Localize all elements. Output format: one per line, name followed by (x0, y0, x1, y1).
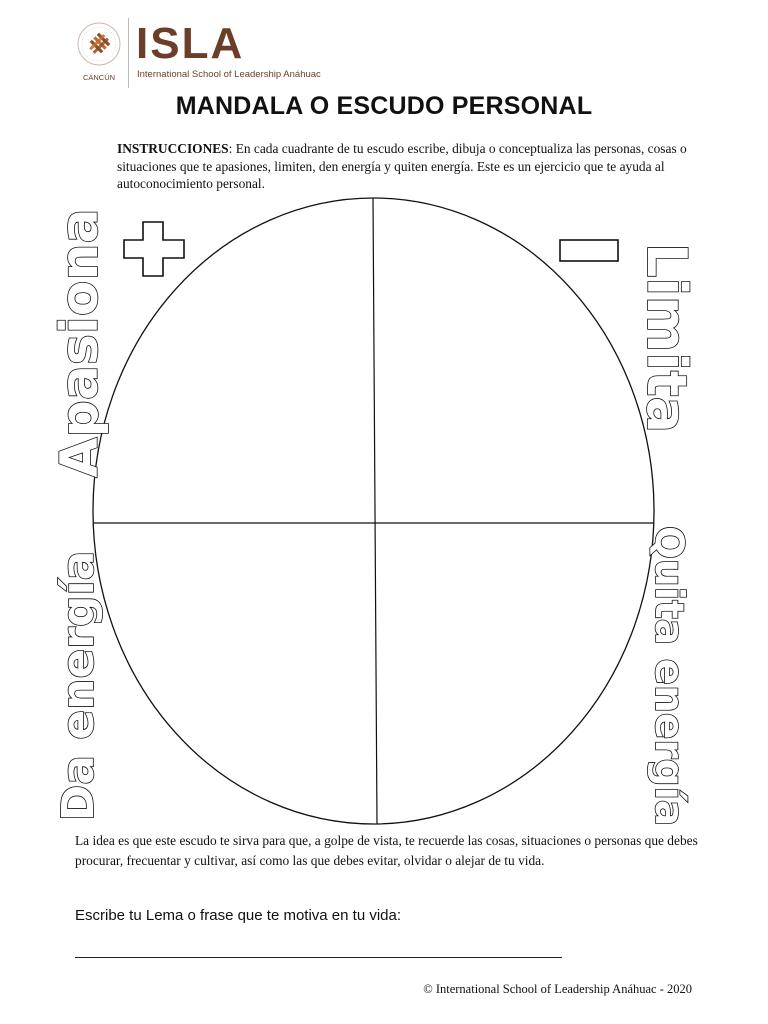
lema-prompt: Escribe tu Lema o frase que te motiva en tu vida: (75, 907, 402, 924)
quadrant-label-apasiona: Apasiona (50, 208, 110, 478)
logo-wordmark: ISLA (136, 19, 245, 68)
quadrant-label-quita-energia: Quita energía (646, 525, 691, 827)
shield-outline (93, 198, 654, 824)
page-title: MANDALA O ESCUDO PERSONAL (175, 92, 593, 120)
instructions-text: : En cada cuadrante de tu escudo escribe, dibuja o conceptualiza las personas, cosas o situaciones que te apasiones, limiten, den energía y quiten energía. Este es un ejercicio que te ayuda al autoconocimiento personal. (117, 141, 687, 191)
quadrant-label-da-energia: Da energía (53, 550, 104, 822)
footer-copyright: © International School of Leadership Anáhuac - 2020 (423, 982, 692, 996)
minus-icon (560, 240, 618, 261)
idea-paragraph: La idea es que este escudo te sirva para que, a golpe de vista, te recuerde las cosas, situaciones o personas que debes procurar, frecuentar y cultivar, así como las que debes evitar, olvidar o alejar de tu vida. (75, 833, 698, 868)
instructions-label: INSTRUCCIONES (117, 141, 229, 156)
plus-icon (124, 222, 184, 276)
lema-answer-line (75, 957, 562, 958)
logo-subtitle: International School of Leadership Anáhuac (137, 69, 321, 80)
quadrant-label-limita: Limita (635, 243, 698, 433)
seal-city: CANCÚN (82, 73, 116, 82)
